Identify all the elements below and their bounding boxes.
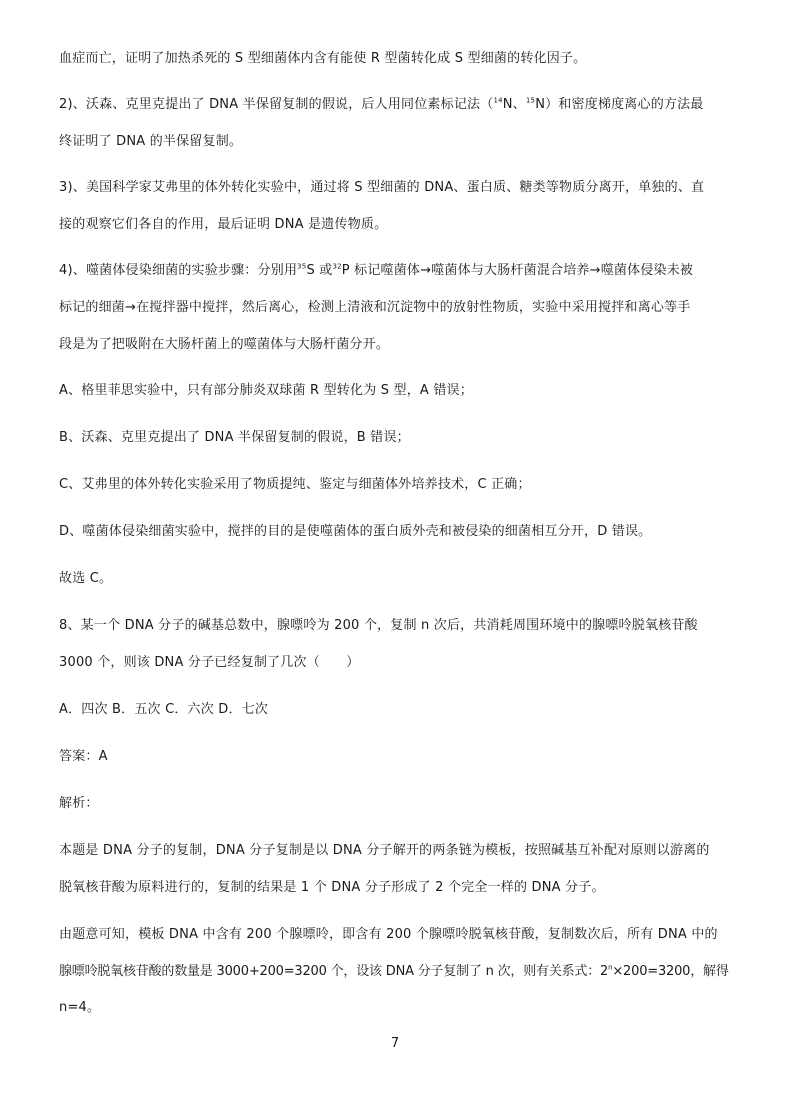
option-line-d: D、噬菌体侵染细菌实验中，搅拌的目的是使噬菌体的蛋白质外壳和被侵染的细菌相互分开，D 错误。 <box>59 524 652 539</box>
analysis-line-1: 本题是 DNA 分子的复制，DNA 分子复制是以 DNA 分子解开的两条链为模板，按照碱基互补配对原则以游离的 <box>59 843 710 858</box>
text-line-2 <box>59 97 731 113</box>
exponent-superscript: n <box>608 963 613 972</box>
isotope-superscript: 35 <box>297 262 307 271</box>
analysis-line-3: 由题意可知，模板 DNA 中含有 200 个腺嘌呤，即含有 200 个腺嘌呤脱氧核苷酸，复制数次后，所有 DNA 中的 <box>59 927 718 942</box>
text-line-6 <box>59 263 731 279</box>
option-line-b: B、沃森、克里克提出了 DNA 半保留复制的假说，B 错误； <box>59 430 410 445</box>
choice-result: 故选 C。 <box>59 571 113 586</box>
isotope-superscript: 15 <box>525 96 536 105</box>
text-line-7: 标记的细菌→在搅拌器中搅拌，然后离心，检测上清液和沉淀物中的放射性物质，实验中采用搅拌和离心等手 <box>59 300 691 315</box>
analysis-line-2: 脱氧核苷酸为原料进行的，复制的结果是 1 个 DNA 分子形成了 2 个完全一样的 DNA 分子。 <box>59 880 605 895</box>
analysis-line-4 <box>59 964 731 980</box>
text-segment: ×200=3200，解得 <box>612 964 729 979</box>
text-line-3: 终证明了 DNA 的半保留复制。 <box>59 134 243 149</box>
analysis-heading: 解析： <box>59 796 99 811</box>
option-line-c: C、艾弗里的体外转化实验采用了物质提纯、鉴定与细菌体外培养技术，C 正确； <box>59 477 531 492</box>
question-8-line-2: 3000 个，则该 DNA 分子已经复制了几次（ ） <box>59 655 360 670</box>
option-line-a: A、格里菲思实验中，只有部分肺炎双球菌 R 型转化为 S 型，A 错误； <box>59 383 473 398</box>
text-line-5: 接的观察它们各自的作用，最后证明 DNA 是遗传物质。 <box>59 217 388 232</box>
text-segment: N）和密度梯度离心的方法最 <box>535 97 704 112</box>
text-line-8: 段是为了把吸附在大肠杆菌上的噬菌体与大肠杆菌分开。 <box>59 337 390 352</box>
text-segment: 腺嘌呤脱氧核苷酸的数量是 3000+200=3200 个，设该 DNA 分子复制了 n 次，则有关系式：2 <box>59 964 609 979</box>
isotope-superscript: 32 <box>332 262 342 271</box>
page-number: 7 <box>390 1036 400 1051</box>
answer-line: 答案：A <box>59 749 108 764</box>
text-segment: S 或 <box>306 263 333 278</box>
text-segment: 2)、沃森、克里克提出了 DNA 半保留复制的假说，后人用同位素标记法（ <box>59 97 494 112</box>
question-8-options: A．四次 B．五次 C．六次 D．七次 <box>59 702 269 717</box>
text-segment: N、 <box>502 97 526 112</box>
text-line-4: 3)、美国科学家艾弗里的体外转化实验中，通过将 S 型细菌的 DNA、蛋白质、糖类等物质分离开，单独的、直 <box>59 180 705 195</box>
question-8-line-1: 8、某一个 DNA 分子的碱基总数中，腺嘌呤为 200 个，复制 n 次后，共消耗周围环境中的腺嘌呤脱氧核苷酸 <box>59 618 698 633</box>
isotope-superscript: 14 <box>493 96 503 105</box>
text-segment: P 标记噬菌体→噬菌体与大肠杆菌混合培养→噬菌体侵染未被 <box>341 263 694 278</box>
text-segment: 4)、噬菌体侵染细菌的实验步骤：分别用 <box>59 263 298 278</box>
text-line-1: 血症而亡，证明了加热杀死的 S 型细菌体内含有能使 R 型菌转化成 S 型细菌的转化因子。 <box>59 51 587 66</box>
analysis-line-5: n=4。 <box>59 1000 101 1015</box>
